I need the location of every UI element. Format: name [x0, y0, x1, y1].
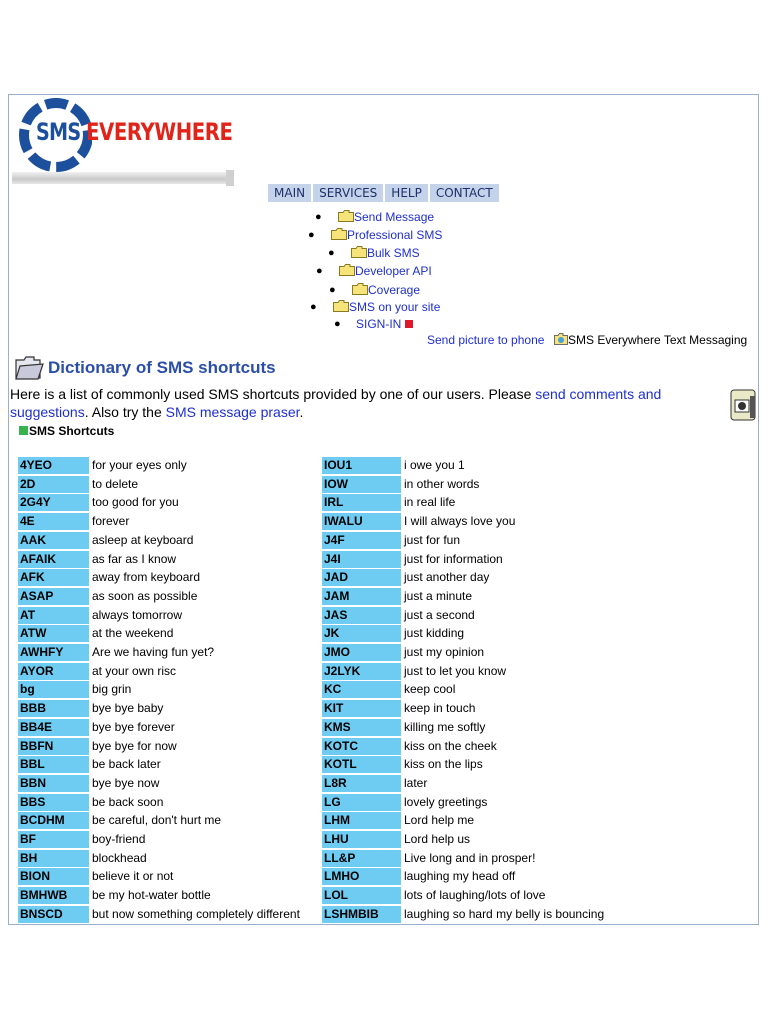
shortcut-code: AAK: [18, 532, 89, 549]
menu-label: Coverage: [368, 283, 421, 297]
shortcut-code: J4F: [322, 532, 401, 549]
shortcut-code: IOW: [322, 476, 401, 493]
shortcut-meaning: just kidding: [404, 626, 465, 640]
menu-item-sign-in[interactable]: ● SIGN-IN: [356, 316, 413, 332]
shortcut-code: AT: [18, 607, 89, 624]
shortcut-meaning: laughing my head off: [404, 869, 516, 883]
menu-item-developer-api[interactable]: ● Developer API: [316, 264, 432, 278]
shortcut-code: J2LYK: [322, 663, 401, 680]
menu-label: Professional SMS: [347, 228, 443, 242]
shortcut-code: L8R: [322, 775, 401, 792]
shortcut-code: ATW: [18, 625, 89, 642]
send-comments-link[interactable]: send comments and suggestions: [10, 386, 662, 420]
shortcut-meaning: Lord help us: [404, 832, 471, 846]
shortcut-meaning: bye bye now: [92, 776, 160, 790]
section-marker-icon: [19, 426, 28, 435]
text-messaging-link[interactable]: [554, 333, 747, 347]
shortcut-code: LG: [322, 794, 401, 811]
menu-label: Developer API: [355, 264, 432, 278]
shortcut-code: BBN: [18, 775, 89, 792]
shortcut-code: BION: [18, 868, 89, 885]
shortcut-code: LHU: [322, 831, 401, 848]
logo-underline: [12, 172, 234, 184]
shortcut-code: BCDHM: [18, 812, 89, 829]
nav-main[interactable]: MAIN: [268, 184, 313, 202]
menu-label: Send Message: [354, 210, 435, 224]
logo-sms-text: SMS: [36, 118, 81, 146]
shortcut-code: LSHMBIB: [322, 906, 401, 923]
shortcut-meaning: be careful, don't hurt me: [92, 813, 222, 827]
intro-text: . Also try the: [84, 404, 166, 420]
shortcut-meaning: kiss on the lips: [404, 757, 483, 771]
shortcut-code: BNSCD: [18, 906, 89, 923]
shortcut-meaning: in real life: [404, 495, 456, 509]
shortcut-meaning: just a second: [404, 608, 475, 622]
shortcut-meaning: be my hot-water bottle: [92, 888, 211, 902]
shortcut-meaning: keep cool: [404, 682, 456, 696]
shortcut-meaning: in other words: [404, 477, 480, 491]
shortcut-meaning: bye bye for now: [92, 739, 177, 753]
shortcut-meaning: just my opinion: [404, 645, 485, 659]
shortcut-code: IOU1: [322, 457, 401, 474]
shortcut-code: KMS: [322, 719, 401, 736]
section-label-text: SMS Shortcuts: [29, 424, 115, 438]
shortcut-code: JMO: [322, 644, 401, 661]
intro-paragraph: [10, 385, 725, 421]
shortcut-meaning: bye bye baby: [92, 701, 164, 715]
shortcut-meaning: just for information: [404, 552, 503, 566]
shortcut-meaning: at the weekend: [92, 626, 174, 640]
shortcut-code: LMHO: [322, 868, 401, 885]
globe-folder-icon: [554, 333, 568, 345]
shortcut-code: 2G4Y: [18, 494, 89, 511]
shortcut-meaning: laughing so hard my belly is bouncing: [404, 907, 605, 921]
shortcut-code: BMHWB: [18, 887, 89, 904]
menu-item-sms-on-your-site[interactable]: ● SMS on your site: [310, 300, 441, 314]
shortcut-code: AFAIK: [18, 551, 89, 568]
shortcut-code: 4E: [18, 513, 89, 530]
shortcut-code: JAS: [322, 607, 401, 624]
intro-text: .: [299, 404, 304, 420]
shortcut-meaning: keep in touch: [404, 701, 476, 715]
shortcut-code: IRL: [322, 494, 401, 511]
shortcut-meaning: forever: [92, 514, 130, 528]
text-messaging-label: SMS Everywhere Text Messaging: [568, 333, 748, 347]
shortcut-meaning: lots of laughing/lots of love: [404, 888, 546, 902]
shortcut-meaning: killing me softly: [404, 720, 486, 734]
shortcut-meaning: just another day: [404, 570, 490, 584]
folder-icon: [333, 300, 349, 312]
menu-item-coverage[interactable]: ● Coverage: [329, 283, 421, 297]
shortcut-meaning: bye bye forever: [92, 720, 175, 734]
shortcut-meaning: Are we having fun yet?: [92, 645, 215, 659]
shortcut-code: LL&P: [322, 850, 401, 867]
shortcut-meaning: later: [404, 776, 428, 790]
shortcut-code: KOTC: [322, 738, 401, 755]
intro-text: Here is a list of commonly used SMS shortcuts provided by one of our users. Please: [10, 386, 536, 402]
menu-item-professional-sms[interactable]: ● Professional SMS: [308, 228, 443, 242]
menu-label: SMS on your site: [349, 300, 441, 314]
shortcut-meaning: just a minute: [404, 589, 473, 603]
folder-icon: [351, 246, 367, 258]
shortcut-meaning: always tomorrow: [92, 608, 183, 622]
shortcut-meaning: blockhead: [92, 851, 147, 865]
shortcut-code: BBS: [18, 794, 89, 811]
shortcut-meaning: big grin: [92, 682, 132, 696]
shortcut-meaning: to delete: [92, 477, 139, 491]
shortcut-meaning: but now something completely different: [92, 907, 300, 921]
menu-item-send-message[interactable]: ● Send Message: [315, 210, 435, 224]
folder-icon: [352, 283, 368, 295]
shortcut-code: AYOR: [18, 663, 89, 680]
section-label: [19, 424, 114, 438]
shortcut-code: BF: [18, 831, 89, 848]
logo-everywhere-text: EVERYWHERE: [86, 118, 233, 146]
nav-help[interactable]: HELP: [385, 184, 430, 202]
top-nav: [268, 184, 501, 202]
shortcut-meaning: as soon as possible: [92, 589, 198, 603]
menu-item-bulk-sms[interactable]: ● Bulk SMS: [328, 246, 420, 260]
shortcut-code: BBB: [18, 700, 89, 717]
shortcut-code: JAM: [322, 588, 401, 605]
menu-label: SIGN-IN: [356, 317, 402, 331]
shortcut-code: 4YEO: [18, 457, 89, 474]
shortcut-code: KIT: [322, 700, 401, 717]
shortcut-code: KOTL: [322, 756, 401, 773]
shortcut-meaning: Lord help me: [404, 813, 475, 827]
send-picture-link[interactable]: Send picture to phone: [427, 333, 545, 347]
shortcut-meaning: just to let you know: [404, 664, 507, 678]
shortcut-code: BBL: [18, 756, 89, 773]
shortcut-code: JAD: [322, 569, 401, 586]
shortcut-code: BBFN: [18, 738, 89, 755]
nav-services[interactable]: SERVICES: [313, 184, 385, 202]
shortcut-meaning: be back soon: [92, 795, 164, 809]
shortcut-code: J4I: [322, 551, 401, 568]
shortcut-meaning: away from keyboard: [92, 570, 201, 584]
shortcut-code: BB4E: [18, 719, 89, 736]
nav-contact[interactable]: CONTACT: [430, 184, 501, 202]
shortcut-code: IWALU: [322, 513, 401, 530]
shortcut-meaning: believe it or not: [92, 869, 174, 883]
shortcut-meaning: as far as I know: [92, 552, 177, 566]
shortcut-code: ASAP: [18, 588, 89, 605]
menu-label: Bulk SMS: [367, 246, 420, 260]
shortcut-meaning: be back later: [92, 757, 161, 771]
shortcut-meaning: i owe you 1: [404, 458, 465, 472]
sign-in-marker-icon: [405, 320, 413, 328]
page-title: Dictionary of SMS shortcuts: [48, 358, 276, 377]
shortcut-meaning: for your eyes only: [92, 458, 187, 472]
shortcut-meaning: asleep at keyboard: [92, 533, 194, 547]
folder-icon: [338, 210, 354, 222]
shortcut-code: LHM: [322, 812, 401, 829]
shortcut-meaning: at your own risc: [92, 664, 177, 678]
shortcut-meaning: boy-friend: [92, 832, 146, 846]
logo-underline-end: [226, 170, 234, 186]
open-folder-icon: [14, 352, 44, 382]
shortcut-meaning: just for fun: [404, 533, 461, 547]
shortcut-meaning: I will always love you: [404, 514, 516, 528]
shortcut-code: 2D: [18, 476, 89, 493]
shortcut-code: BH: [18, 850, 89, 867]
shortcut-meaning: kiss on the cheek: [404, 739, 497, 753]
shortcut-code: LOL: [322, 887, 401, 904]
folder-icon: [339, 264, 355, 276]
shortcut-code: bg: [18, 681, 89, 698]
shortcut-code: AFK: [18, 569, 89, 586]
shortcut-code: AWHFY: [18, 644, 89, 661]
shortcut-meaning: lovely greetings: [404, 795, 488, 809]
shortcut-meaning: Live long and in prosper!: [404, 851, 536, 865]
camera-phone-icon[interactable]: [730, 388, 758, 422]
shortcut-code: KC: [322, 681, 401, 698]
shortcut-code: JK: [322, 625, 401, 642]
shortcut-meaning: too good for you: [92, 495, 179, 509]
message-parser-link[interactable]: SMS message praser: [165, 404, 300, 420]
folder-icon: [331, 228, 347, 240]
